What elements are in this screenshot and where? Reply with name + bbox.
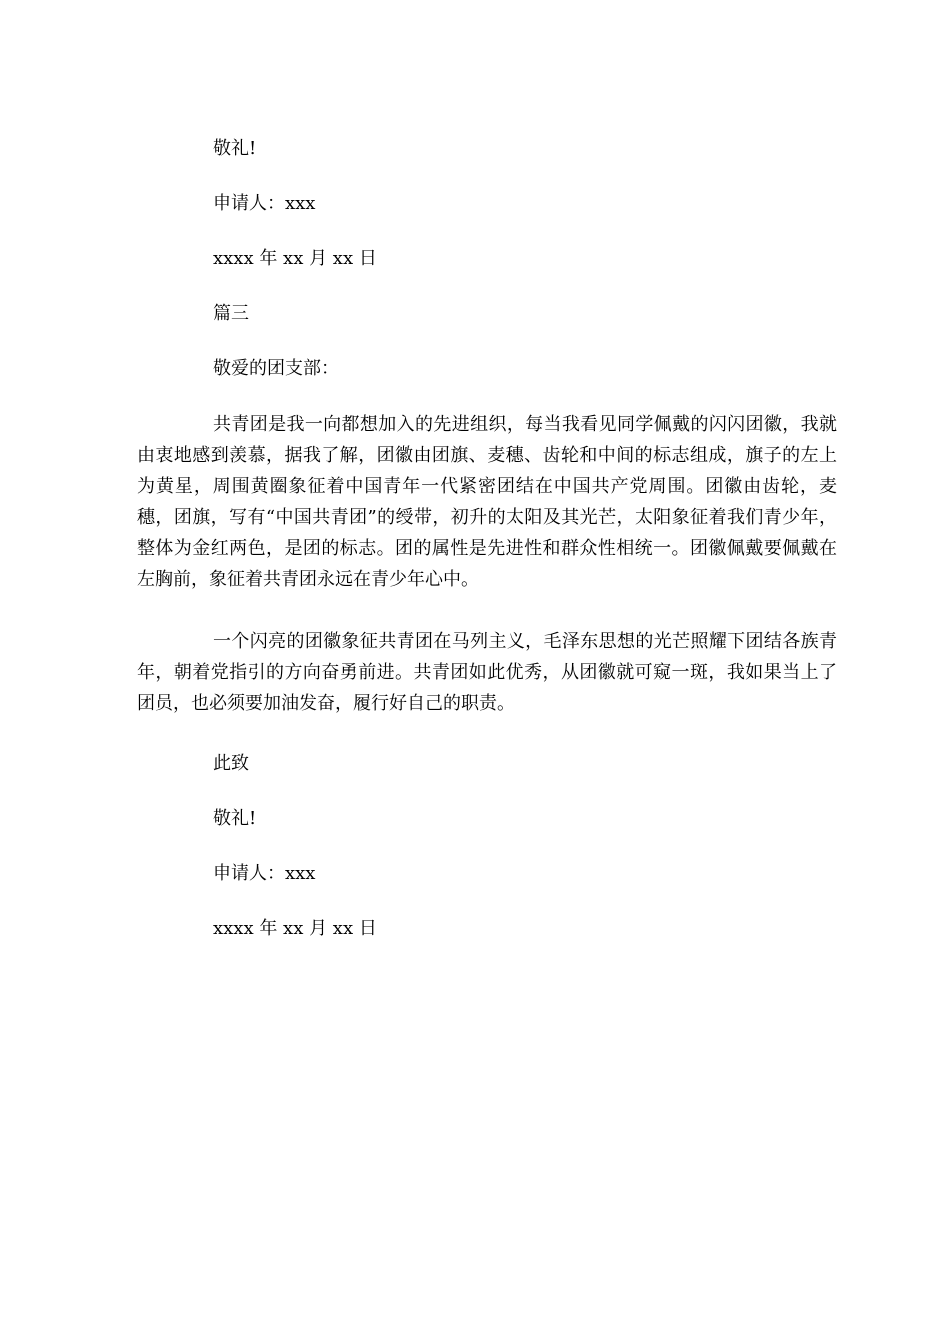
section-title: 篇三	[213, 303, 249, 324]
body-paragraph	[137, 626, 837, 719]
paragraph-text: 一个闪亮的团徽象征共青团在马列主义，毛泽东思想的光芒照耀下团结各族青年，朝着党指引的方向奋勇前进。共青团如此优秀，从团徽就可窥一斑，我如果当上了团员，也必须要加油发奋，履行好自己的职责。	[137, 631, 837, 714]
paragraph-text: 共青团是我一向都想加入的先进组织，每当我看见同学佩戴的闪闪团徽，我就由衷地感到羡慕，据我了解，团徽由团旗、麦穗、齿轮和中间的标志组成，旗子的左上为黄星，周围黄圈象征着中国青年一代紧密团结在中国共产党周围。团徽由齿轮，麦穗，团旗，写有“中国共青团”的绶带，初升的太阳及其光芒，太阳象征着我们青少年，整体为金红两色，是团的标志。团的属性是先进性和群众性相统一。团徽佩戴要佩戴在左胸前，象征着共青团永远在青少年心中。	[137, 414, 837, 590]
closing-line: 此致	[213, 753, 249, 774]
applicant-line: 申请人：xxx	[213, 193, 316, 214]
applicant-line: 申请人：xxx	[213, 863, 316, 884]
date-line: xxxx 年 xx 月 xx 日	[213, 248, 377, 269]
date-line: xxxx 年 xx 月 xx 日	[213, 918, 377, 939]
salute-line: 敬礼!	[213, 808, 257, 829]
salute-line: 敬礼!	[213, 138, 257, 159]
body-paragraph	[137, 409, 837, 595]
greeting-line: 敬爱的团支部：	[213, 358, 339, 379]
